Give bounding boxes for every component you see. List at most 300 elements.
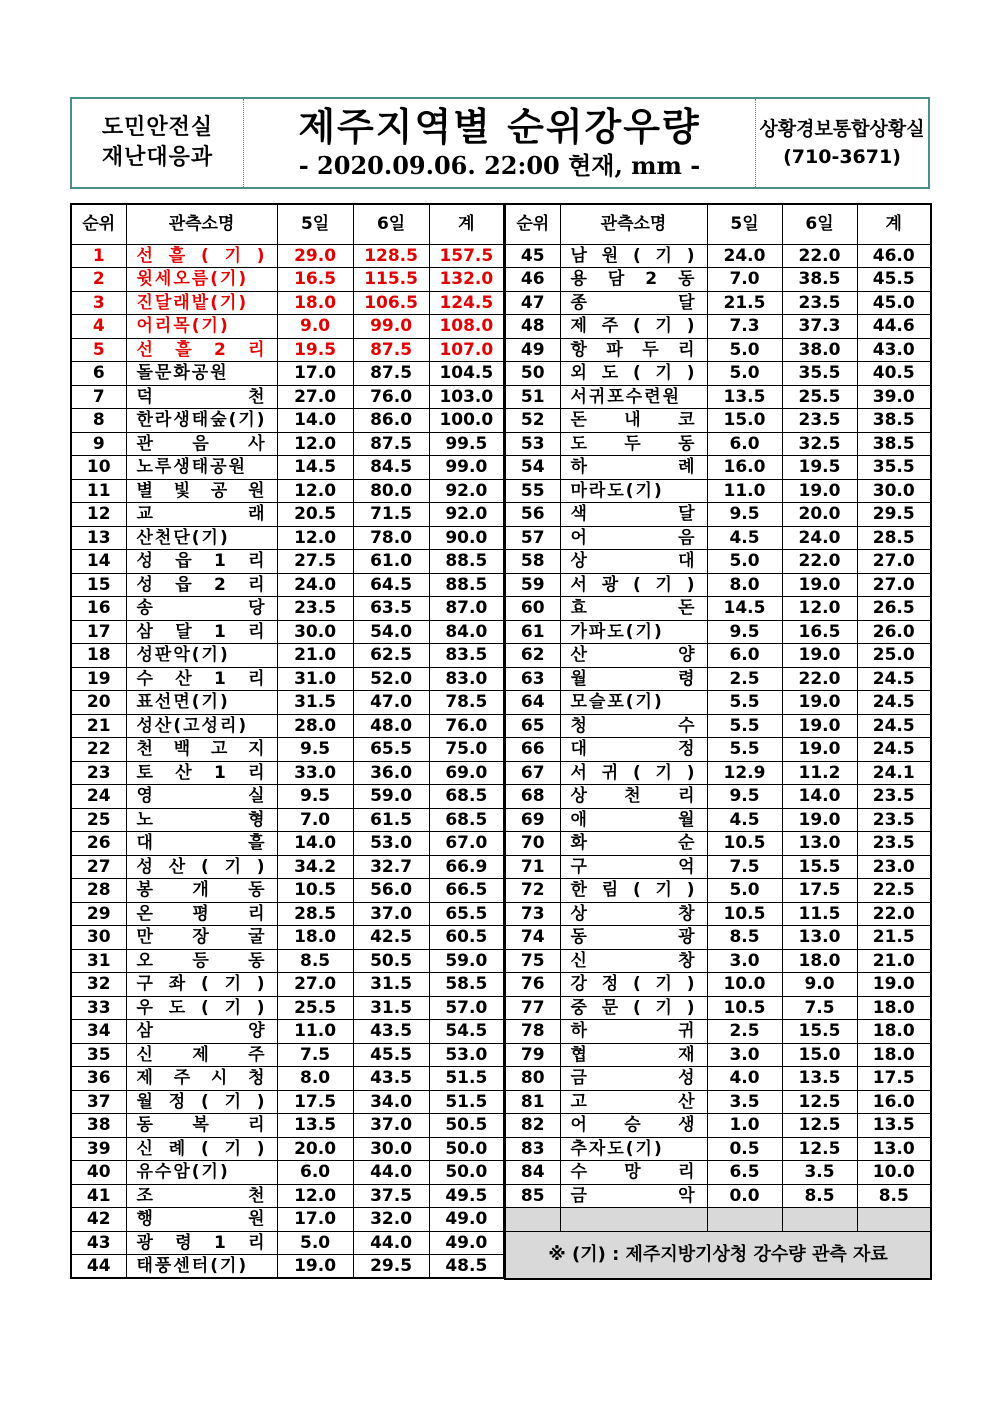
total-value-cell: 75.0	[429, 738, 504, 762]
day5-value-cell: 1.0	[707, 1114, 782, 1138]
station-name-cell: 청 수	[560, 714, 707, 738]
station-name-cell: 우 도 ( 기 )	[126, 996, 277, 1020]
rank-cell: 73	[505, 902, 560, 926]
station-name-cell: 성 산 ( 기 )	[126, 855, 277, 879]
col-total: 계	[857, 204, 931, 244]
station-name-cell: 산 양	[560, 644, 707, 668]
total-value-cell: 66.9	[429, 855, 504, 879]
station-name-cell: 삼 양	[126, 1020, 277, 1044]
table-row	[505, 362, 931, 386]
day6-value-cell: 22.0	[782, 667, 857, 691]
table-row	[505, 667, 931, 691]
table-row	[71, 362, 504, 386]
total-value-cell: 46.0	[857, 244, 931, 268]
table-row	[505, 855, 931, 879]
note-row	[505, 1231, 931, 1279]
rank-cell: 54	[505, 456, 560, 480]
table-row	[71, 456, 504, 480]
rank-cell: 43	[71, 1231, 126, 1255]
station-name-cell: 덕 천	[126, 385, 277, 409]
table-row	[71, 1043, 504, 1067]
day6-value-cell: 31.5	[353, 973, 429, 997]
day6-value-cell: 19.0	[782, 808, 857, 832]
day5-value-cell: 24.0	[707, 244, 782, 268]
rank-cell: 45	[505, 244, 560, 268]
station-name-cell: 관 음 사	[126, 432, 277, 456]
total-value-cell: 24.5	[857, 714, 931, 738]
total-value-cell: 103.0	[429, 385, 504, 409]
total-value-cell: 60.5	[429, 926, 504, 950]
day5-value-cell: 4.5	[707, 808, 782, 832]
day5-value-cell: 23.5	[277, 597, 353, 621]
day5-value-cell: 5.0	[707, 338, 782, 362]
station-name-cell: 성산(고성리)	[126, 714, 277, 738]
rank-cell: 44	[71, 1255, 126, 1279]
station-name-cell: 진달래밭(기)	[126, 291, 277, 315]
empty-cell	[782, 1208, 857, 1232]
station-name-cell: 강 정 ( 기 )	[560, 973, 707, 997]
station-name-cell: 신 제 주	[126, 1043, 277, 1067]
table-row	[505, 808, 931, 832]
day5-value-cell: 3.5	[707, 1090, 782, 1114]
day5-value-cell: 30.0	[277, 620, 353, 644]
day5-value-cell: 14.0	[277, 409, 353, 433]
rank-cell: 80	[505, 1067, 560, 1091]
station-name-cell: 노 형	[126, 808, 277, 832]
day5-value-cell: 17.5	[277, 1090, 353, 1114]
rank-cell: 22	[71, 738, 126, 762]
total-value-cell: 22.5	[857, 879, 931, 903]
table-row	[71, 926, 504, 950]
total-value-cell: 57.0	[429, 996, 504, 1020]
day5-value-cell: 31.0	[277, 667, 353, 691]
day6-value-cell: 32.0	[353, 1208, 429, 1232]
day5-value-cell: 10.5	[707, 902, 782, 926]
day6-value-cell: 16.5	[782, 620, 857, 644]
table-row	[71, 1020, 504, 1044]
day5-value-cell: 28.0	[277, 714, 353, 738]
station-name-cell: 돌문화공원	[126, 362, 277, 386]
day5-value-cell: 11.0	[707, 479, 782, 503]
day6-value-cell: 50.5	[353, 949, 429, 973]
day6-value-cell: 61.5	[353, 808, 429, 832]
station-name-cell: 송 당	[126, 597, 277, 621]
station-name-cell: 봉 개 동	[126, 879, 277, 903]
day5-value-cell: 0.5	[707, 1137, 782, 1161]
day6-value-cell: 22.0	[782, 550, 857, 574]
table-row	[71, 761, 504, 785]
total-value-cell: 157.5	[429, 244, 504, 268]
rank-cell: 5	[71, 338, 126, 362]
day5-value-cell: 28.5	[277, 902, 353, 926]
total-value-cell: 84.0	[429, 620, 504, 644]
rank-cell: 74	[505, 926, 560, 950]
day5-value-cell: 9.5	[277, 738, 353, 762]
table-row	[71, 550, 504, 574]
day5-value-cell: 29.0	[277, 244, 353, 268]
rank-cell: 76	[505, 973, 560, 997]
day5-value-cell: 16.5	[277, 268, 353, 292]
station-name-cell: 동 복 리	[126, 1114, 277, 1138]
day6-value-cell: 9.0	[782, 973, 857, 997]
station-name-cell: 한라생태숲(기)	[126, 409, 277, 433]
total-value-cell: 58.5	[429, 973, 504, 997]
day6-value-cell: 44.0	[353, 1161, 429, 1185]
table-row	[71, 268, 504, 292]
day5-value-cell: 10.0	[707, 973, 782, 997]
table-row	[505, 550, 931, 574]
day5-value-cell: 10.5	[707, 996, 782, 1020]
day5-value-cell: 27.0	[277, 973, 353, 997]
total-value-cell: 68.5	[429, 808, 504, 832]
day5-value-cell: 20.0	[277, 1137, 353, 1161]
total-value-cell: 24.1	[857, 761, 931, 785]
rank-cell: 39	[71, 1137, 126, 1161]
day6-value-cell: 30.0	[353, 1137, 429, 1161]
day5-value-cell: 19.5	[277, 338, 353, 362]
office-name: 상황경보통합상황실	[759, 118, 925, 140]
total-value-cell: 24.5	[857, 738, 931, 762]
table-row	[505, 714, 931, 738]
rank-cell: 31	[71, 949, 126, 973]
rank-cell: 84	[505, 1161, 560, 1185]
day6-value-cell: 23.5	[782, 409, 857, 433]
total-value-cell: 18.0	[857, 1020, 931, 1044]
day5-value-cell: 7.3	[707, 315, 782, 339]
station-name-cell: 항 파 두 리	[560, 338, 707, 362]
table-row	[71, 432, 504, 456]
day5-value-cell: 12.9	[707, 761, 782, 785]
total-value-cell: 23.5	[857, 832, 931, 856]
rank-cell: 85	[505, 1184, 560, 1208]
rank-cell: 4	[71, 315, 126, 339]
day6-value-cell: 48.0	[353, 714, 429, 738]
station-name-cell: 선 흘 2 리	[126, 338, 277, 362]
day5-value-cell: 16.0	[707, 456, 782, 480]
day6-value-cell: 31.5	[353, 996, 429, 1020]
station-name-cell: 외 도 ( 기 )	[560, 362, 707, 386]
rank-cell: 65	[505, 714, 560, 738]
day6-value-cell: 115.5	[353, 268, 429, 292]
day5-value-cell: 0.0	[707, 1184, 782, 1208]
total-value-cell: 65.5	[429, 902, 504, 926]
total-value-cell: 50.0	[429, 1137, 504, 1161]
table-row	[505, 503, 931, 527]
day5-value-cell: 5.5	[707, 714, 782, 738]
table-row	[505, 1067, 931, 1091]
day5-value-cell: 5.5	[707, 738, 782, 762]
station-name-cell: 별 빛 공 원	[126, 479, 277, 503]
day6-value-cell: 43.5	[353, 1067, 429, 1091]
rank-cell: 21	[71, 714, 126, 738]
station-name-cell: 서 광 ( 기 )	[560, 573, 707, 597]
day5-value-cell: 12.0	[277, 479, 353, 503]
station-name-cell: 돈 내 코	[560, 409, 707, 433]
col-station: 관측소명	[560, 204, 707, 244]
station-name-cell: 영 실	[126, 785, 277, 809]
table-row	[505, 385, 931, 409]
day6-value-cell: 15.5	[782, 1020, 857, 1044]
rank-cell: 34	[71, 1020, 126, 1044]
day6-value-cell: 19.0	[782, 479, 857, 503]
day6-value-cell: 19.0	[782, 738, 857, 762]
day6-value-cell: 54.0	[353, 620, 429, 644]
table-row	[71, 1137, 504, 1161]
day6-value-cell: 99.0	[353, 315, 429, 339]
day5-value-cell: 9.5	[707, 503, 782, 527]
day5-value-cell: 6.0	[707, 644, 782, 668]
total-value-cell: 78.5	[429, 691, 504, 715]
day5-value-cell: 8.5	[277, 949, 353, 973]
total-value-cell: 43.0	[857, 338, 931, 362]
day6-value-cell: 53.0	[353, 832, 429, 856]
rank-cell: 2	[71, 268, 126, 292]
day6-value-cell: 87.5	[353, 338, 429, 362]
department-block	[72, 99, 244, 187]
day6-value-cell: 29.5	[353, 1255, 429, 1279]
station-name-cell: 서 귀 ( 기 )	[560, 761, 707, 785]
day5-value-cell: 21.5	[707, 291, 782, 315]
day6-value-cell: 19.0	[782, 691, 857, 715]
rank-cell: 72	[505, 879, 560, 903]
station-name-cell: 토 산 1 리	[126, 761, 277, 785]
total-value-cell: 17.5	[857, 1067, 931, 1091]
table-row	[505, 1184, 931, 1208]
day6-value-cell: 12.5	[782, 1137, 857, 1161]
total-value-cell: 19.0	[857, 973, 931, 997]
day6-value-cell: 32.5	[782, 432, 857, 456]
total-value-cell: 27.0	[857, 573, 931, 597]
day6-value-cell: 25.5	[782, 385, 857, 409]
total-value-cell: 53.0	[429, 1043, 504, 1067]
table-row	[71, 244, 504, 268]
day6-value-cell: 59.0	[353, 785, 429, 809]
total-value-cell: 88.5	[429, 550, 504, 574]
day6-value-cell: 86.0	[353, 409, 429, 433]
department-line-2: 재난대응과	[101, 145, 214, 170]
rank-cell: 11	[71, 479, 126, 503]
table-row	[505, 456, 931, 480]
total-value-cell: 8.5	[857, 1184, 931, 1208]
station-name-cell: 가파도(기)	[560, 620, 707, 644]
table-row	[505, 1090, 931, 1114]
day5-value-cell: 5.5	[707, 691, 782, 715]
rank-cell: 8	[71, 409, 126, 433]
table-row	[71, 338, 504, 362]
station-name-cell: 금 악	[560, 1184, 707, 1208]
rank-cell: 23	[71, 761, 126, 785]
rank-cell: 63	[505, 667, 560, 691]
rank-cell: 77	[505, 996, 560, 1020]
table-row	[71, 644, 504, 668]
total-value-cell: 24.5	[857, 691, 931, 715]
day6-value-cell: 32.7	[353, 855, 429, 879]
day6-value-cell: 8.5	[782, 1184, 857, 1208]
station-name-cell: 신 례 ( 기 )	[126, 1137, 277, 1161]
total-value-cell: 21.0	[857, 949, 931, 973]
rank-cell: 61	[505, 620, 560, 644]
rank-cell: 19	[71, 667, 126, 691]
station-name-cell: 조 천	[126, 1184, 277, 1208]
total-value-cell: 68.5	[429, 785, 504, 809]
rank-cell: 12	[71, 503, 126, 527]
rank-cell: 52	[505, 409, 560, 433]
total-value-cell: 108.0	[429, 315, 504, 339]
total-value-cell: 18.0	[857, 996, 931, 1020]
station-name-cell: 윗세오름(기)	[126, 268, 277, 292]
table-row	[505, 597, 931, 621]
day6-value-cell: 12.0	[782, 597, 857, 621]
station-name-cell: 중 문 ( 기 )	[560, 996, 707, 1020]
total-value-cell: 29.5	[857, 503, 931, 527]
table-row	[505, 785, 931, 809]
table-row	[505, 1020, 931, 1044]
day6-value-cell: 14.0	[782, 785, 857, 809]
table-row	[71, 503, 504, 527]
day5-value-cell: 24.0	[277, 573, 353, 597]
day6-value-cell: 62.5	[353, 644, 429, 668]
table-row	[71, 526, 504, 550]
rank-cell: 41	[71, 1184, 126, 1208]
station-name-cell: 천 백 고 지	[126, 738, 277, 762]
day5-value-cell: 8.5	[707, 926, 782, 950]
table-row	[505, 949, 931, 973]
day5-value-cell: 31.5	[277, 691, 353, 715]
table-row	[71, 973, 504, 997]
station-name-cell: 용 담 2 동	[560, 268, 707, 292]
table-row	[71, 714, 504, 738]
table-row	[71, 785, 504, 809]
day5-value-cell: 21.0	[277, 644, 353, 668]
total-value-cell: 23.5	[857, 808, 931, 832]
table-row	[71, 409, 504, 433]
day5-value-cell: 10.5	[707, 832, 782, 856]
rank-cell: 25	[71, 808, 126, 832]
station-name-cell: 성 읍 2 리	[126, 573, 277, 597]
table-row	[71, 902, 504, 926]
station-name-cell: 성 읍 1 리	[126, 550, 277, 574]
table-row	[71, 879, 504, 903]
rank-cell: 14	[71, 550, 126, 574]
rank-cell: 56	[505, 503, 560, 527]
station-name-cell: 노루생태공원	[126, 456, 277, 480]
total-value-cell: 16.0	[857, 1090, 931, 1114]
day5-value-cell: 14.5	[707, 597, 782, 621]
day6-value-cell: 87.5	[353, 432, 429, 456]
station-name-cell: 성판악(기)	[126, 644, 277, 668]
rainfall-table-left	[70, 203, 505, 1279]
empty-cell	[505, 1208, 560, 1232]
day5-value-cell: 9.5	[277, 785, 353, 809]
day5-value-cell: 7.5	[707, 855, 782, 879]
day6-value-cell: 38.0	[782, 338, 857, 362]
table-row	[71, 1208, 504, 1232]
office-phone: (710-3671)	[783, 146, 901, 168]
day5-value-cell: 8.0	[277, 1067, 353, 1091]
table-row	[71, 573, 504, 597]
day5-value-cell: 20.5	[277, 503, 353, 527]
day6-value-cell: 17.5	[782, 879, 857, 903]
day6-value-cell: 15.5	[782, 855, 857, 879]
total-value-cell: 18.0	[857, 1043, 931, 1067]
day5-value-cell: 34.2	[277, 855, 353, 879]
rank-cell: 18	[71, 644, 126, 668]
total-value-cell: 40.5	[857, 362, 931, 386]
station-name-cell: 상 천 리	[560, 785, 707, 809]
day6-value-cell: 76.0	[353, 385, 429, 409]
rank-cell: 51	[505, 385, 560, 409]
day5-value-cell: 6.0	[707, 432, 782, 456]
station-name-cell: 신 창	[560, 949, 707, 973]
day6-value-cell: 13.0	[782, 832, 857, 856]
total-value-cell: 28.5	[857, 526, 931, 550]
day5-value-cell: 11.0	[277, 1020, 353, 1044]
total-value-cell: 67.0	[429, 832, 504, 856]
rank-cell: 1	[71, 244, 126, 268]
rank-cell: 20	[71, 691, 126, 715]
table-row	[71, 808, 504, 832]
day5-value-cell: 5.0	[707, 550, 782, 574]
day5-value-cell: 5.0	[707, 879, 782, 903]
station-name-cell: 효 돈	[560, 597, 707, 621]
table-row	[505, 926, 931, 950]
station-name-cell: 애 월	[560, 808, 707, 832]
day5-value-cell: 19.0	[277, 1255, 353, 1279]
rank-cell: 28	[71, 879, 126, 903]
rank-cell: 82	[505, 1114, 560, 1138]
total-value-cell: 24.5	[857, 667, 931, 691]
day6-value-cell: 7.5	[782, 996, 857, 1020]
total-value-cell: 92.0	[429, 503, 504, 527]
day6-value-cell: 43.5	[353, 1020, 429, 1044]
day6-value-cell: 37.5	[353, 1184, 429, 1208]
table-header-row	[505, 204, 931, 244]
rank-cell: 81	[505, 1090, 560, 1114]
table-row	[71, 385, 504, 409]
station-name-cell: 교 래	[126, 503, 277, 527]
day5-value-cell: 27.5	[277, 550, 353, 574]
day6-value-cell: 12.5	[782, 1090, 857, 1114]
col-rank: 순위	[71, 204, 126, 244]
day6-value-cell: 13.0	[782, 926, 857, 950]
rank-cell: 59	[505, 573, 560, 597]
station-name-cell: 온 평 리	[126, 902, 277, 926]
col-day5: 5일	[277, 204, 353, 244]
table-row	[505, 644, 931, 668]
rank-cell: 15	[71, 573, 126, 597]
rank-cell: 69	[505, 808, 560, 832]
station-name-cell: 선 흘 ( 기 )	[126, 244, 277, 268]
total-value-cell: 124.5	[429, 291, 504, 315]
station-name-cell: 협 재	[560, 1043, 707, 1067]
day6-value-cell: 128.5	[353, 244, 429, 268]
rank-cell: 55	[505, 479, 560, 503]
total-value-cell: 13.0	[857, 1137, 931, 1161]
total-value-cell: 22.0	[857, 902, 931, 926]
table-row	[505, 573, 931, 597]
day6-value-cell: 3.5	[782, 1161, 857, 1185]
day6-value-cell: 18.0	[782, 949, 857, 973]
day6-value-cell: 12.5	[782, 1114, 857, 1138]
station-name-cell: 어 음	[560, 526, 707, 550]
rank-cell: 40	[71, 1161, 126, 1185]
station-name-cell: 월 령	[560, 667, 707, 691]
total-value-cell: 99.0	[429, 456, 504, 480]
contact-block	[756, 99, 928, 187]
day6-value-cell: 34.0	[353, 1090, 429, 1114]
col-day6: 6일	[353, 204, 429, 244]
day6-value-cell: 19.0	[782, 644, 857, 668]
